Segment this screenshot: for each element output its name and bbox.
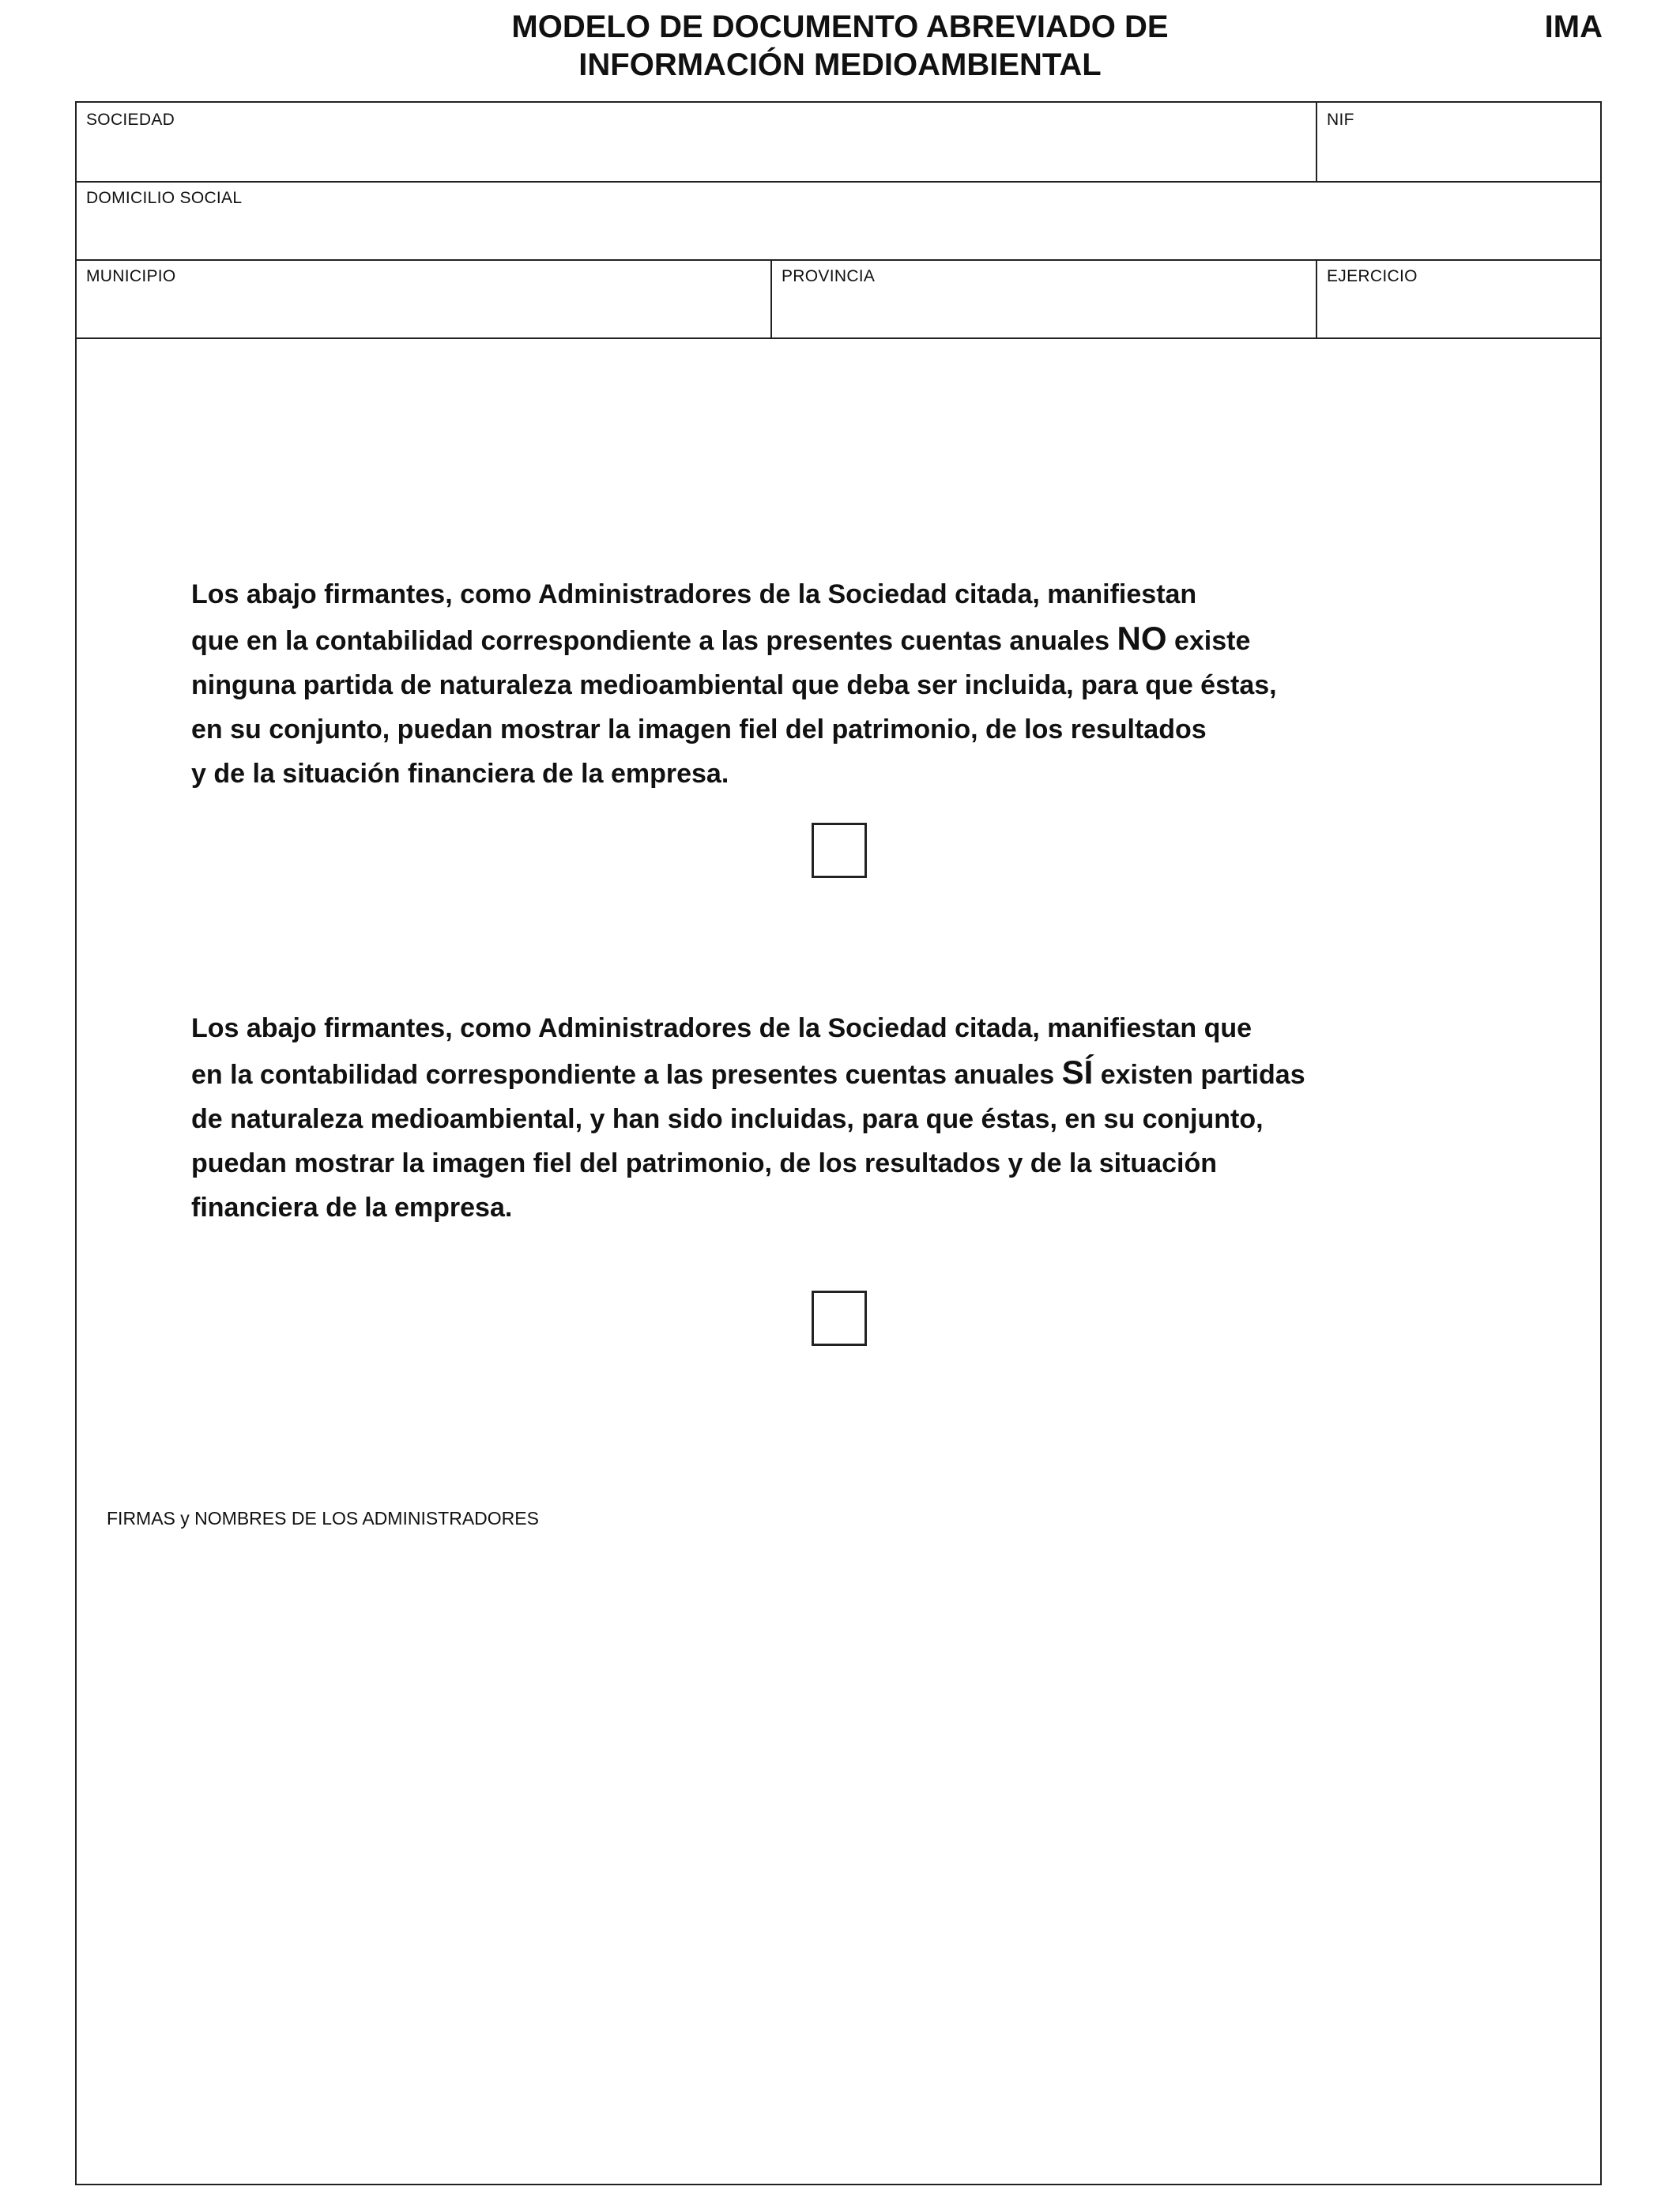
declaration-no-emphasis: NO [1117,620,1167,657]
ejercicio-label: EJERCICIO [1327,267,1418,285]
declaration-si-line-2 [191,1050,1566,1097]
declaration-si-line-2-post: existen partidas [1093,1060,1305,1090]
declaration-no-line-2-pre: que en la contabilidad correspondiente a las presentes cuentas anuales [191,626,1117,656]
declaration-no [191,572,1566,796]
domicilio-field[interactable] [77,181,1600,259]
declaration-no-line-1: Los abajo firmantes, como Administradores de la Sociedad citada, manifiestan [191,579,1197,609]
title-line-2: INFORMACIÓN MEDIOAMBIENTAL [578,47,1102,82]
declaration-no-line-5: y de la situación financiera de la empresa. [191,759,729,789]
declaration-si [191,1006,1566,1230]
row-sociedad [77,103,1600,183]
declaration-si-emphasis: SÍ [1061,1054,1094,1091]
document-title [0,8,1680,84]
declaration-no-line-2 [191,616,1566,663]
sociedad-field[interactable] [77,103,1316,181]
municipio-label: MUNICIPIO [86,267,176,285]
ejercicio-field[interactable] [1316,259,1600,337]
checkbox-si[interactable] [812,1291,867,1346]
sociedad-label: SOCIEDAD [86,111,175,129]
declaration-no-line-3: ninguna partida de naturaleza medioambiental que deba ser incluida, para que éstas, [191,670,1277,700]
provincia-field[interactable] [770,259,1316,337]
declaration-no-line-4: en su conjunto, puedan mostrar la imagen fiel del patrimonio, de los resultados [191,714,1207,745]
declaration-si-line-3: de naturaleza medioambiental, y han sido incluidas, para que éstas, en su conjunto, [191,1104,1264,1134]
declaration-si-line-2-pre: en la contabilidad correspondiente a las presentes cuentas anuales [191,1060,1062,1090]
title-line-1: MODELO DE DOCUMENTO ABREVIADO DE [511,9,1169,44]
domicilio-label: DOMICILIO SOCIAL [86,189,243,207]
nif-label: NIF [1327,111,1354,129]
declaration-si-line-4: puedan mostrar la imagen fiel del patrimonio, de los resultados y de la situación [191,1148,1217,1178]
declaration-si-line-5: financiera de la empresa. [191,1193,513,1223]
row-municipio [77,259,1600,339]
provincia-label: PROVINCIA [782,267,876,285]
municipio-field[interactable] [77,259,770,337]
declaration-si-line-1: Los abajo firmantes, como Administradores de la Sociedad citada, manifiestan que [191,1013,1252,1043]
checkbox-no[interactable] [812,823,867,878]
declaration-no-line-2-post: existe [1166,626,1251,656]
nif-field[interactable] [1316,103,1600,181]
signatures-area[interactable] [77,1541,1600,2184]
form-code: IMA [1544,9,1603,44]
form-frame [75,101,1602,2185]
signatures-label: FIRMAS y NOMBRES DE LOS ADMINISTRADORES [107,1508,539,1529]
row-domicilio [77,181,1600,261]
